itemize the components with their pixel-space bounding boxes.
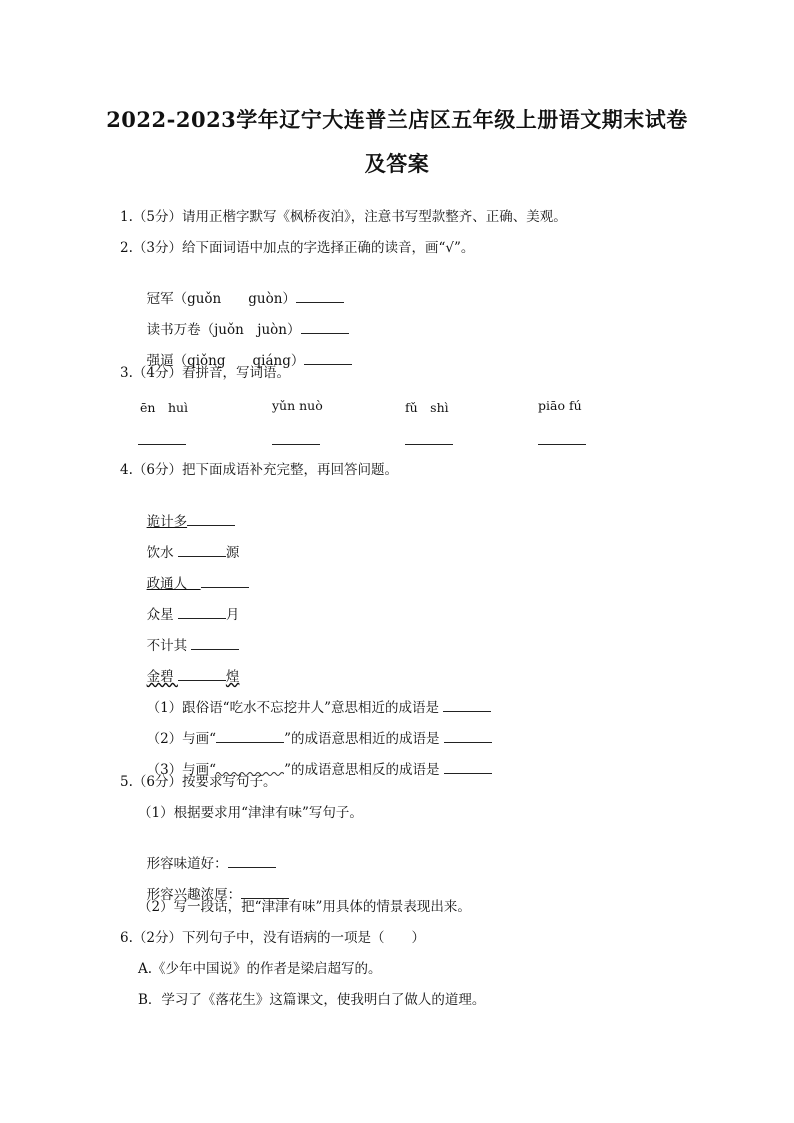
- question-2: 2.（3分）给下面词语中加点的字选择正确的读音，画“√”。: [120, 240, 475, 256]
- q6-option-a[interactable]: A.《少年中国说》的作者是梁启超写的。: [138, 961, 382, 977]
- question-4: 4.（6分）把下面成语补充完整，再回答问题。: [120, 462, 398, 478]
- q5-a-text: 形容味道好：: [146, 856, 228, 872]
- answer-blank[interactable]: [444, 759, 492, 774]
- q5-b-text: 形容兴趣浓厚：: [146, 887, 242, 903]
- idiom-2-before: 饮水: [146, 545, 178, 561]
- q5-sub-2: （2）写一段话，把“津津有味”用具体的情景表现出来。: [138, 899, 471, 915]
- q5-sub-1: （1）根据要求用“津津有味”写句子。: [138, 805, 363, 821]
- idiom-1-text: 诡计多: [146, 514, 188, 530]
- q4-sub-1-text: （1）跟俗语“吃水不忘挖井人”意思相近的成语是: [146, 700, 444, 716]
- page-title-line2: 及答案: [364, 151, 430, 176]
- q4-sub-2-post: ”的成语意思相近的成语是: [284, 731, 444, 747]
- pinyin-answer-blank-1[interactable]: [138, 443, 186, 445]
- q6-option-b[interactable]: B．学习了《落花生》这篇课文，使我明白了做人的道理。: [138, 992, 486, 1008]
- page-title-line1: 2022-2023学年辽宁大连普兰店区五年级上册语文期末试卷: [106, 107, 688, 132]
- idiom-4-before: 众星: [146, 607, 178, 623]
- idiom-3-before: 政通人: [146, 576, 201, 592]
- pinyin-answer-blank-3[interactable]: [405, 443, 453, 445]
- question-1: 1.（5分）请用正楷字默写《枫桥夜泊》，注意书写型款整齐、正确、美观。: [120, 209, 567, 225]
- q4-sub-3-post: ”的成语意思相反的成语是: [284, 762, 444, 778]
- q4-sub-2-pre: （2）与画“: [146, 731, 217, 747]
- pinyin-1: ēn huì: [140, 400, 189, 415]
- q2-item-1-text: 冠军（guǒn guòn）: [146, 291, 296, 307]
- idiom-2-after: 源: [225, 545, 240, 561]
- answer-blank[interactable]: [304, 350, 352, 365]
- q2-item-3-text: 强逼（qiǒng qiáng）: [146, 353, 305, 369]
- pinyin-2: yǔn nuò: [272, 398, 323, 413]
- question-3: 3.（4分）看拼音，写词语。: [120, 365, 290, 381]
- question-5: 5.（6分）按要求写句子。: [120, 774, 277, 790]
- idiom-4-after: 月: [225, 607, 240, 623]
- pinyin-4: piāo fú: [538, 398, 582, 413]
- question-6: 6.（2分）下列句子中，没有语病的一项是（ ）: [120, 930, 425, 946]
- idiom-6-after: 煌: [225, 669, 240, 685]
- idiom-5-before: 不计其: [146, 638, 192, 654]
- pinyin-answer-blank-4[interactable]: [538, 443, 586, 445]
- pinyin-answer-blank-2[interactable]: [272, 443, 320, 445]
- answer-blank[interactable]: [241, 884, 289, 899]
- q2-item-2-text: 读书万卷（juǒn juòn）: [146, 322, 301, 338]
- pinyin-3: fǔ shì: [405, 400, 449, 415]
- q4-sub-3-pre: （3）与画“: [146, 762, 217, 778]
- idiom-6-before: 金碧: [146, 669, 178, 685]
